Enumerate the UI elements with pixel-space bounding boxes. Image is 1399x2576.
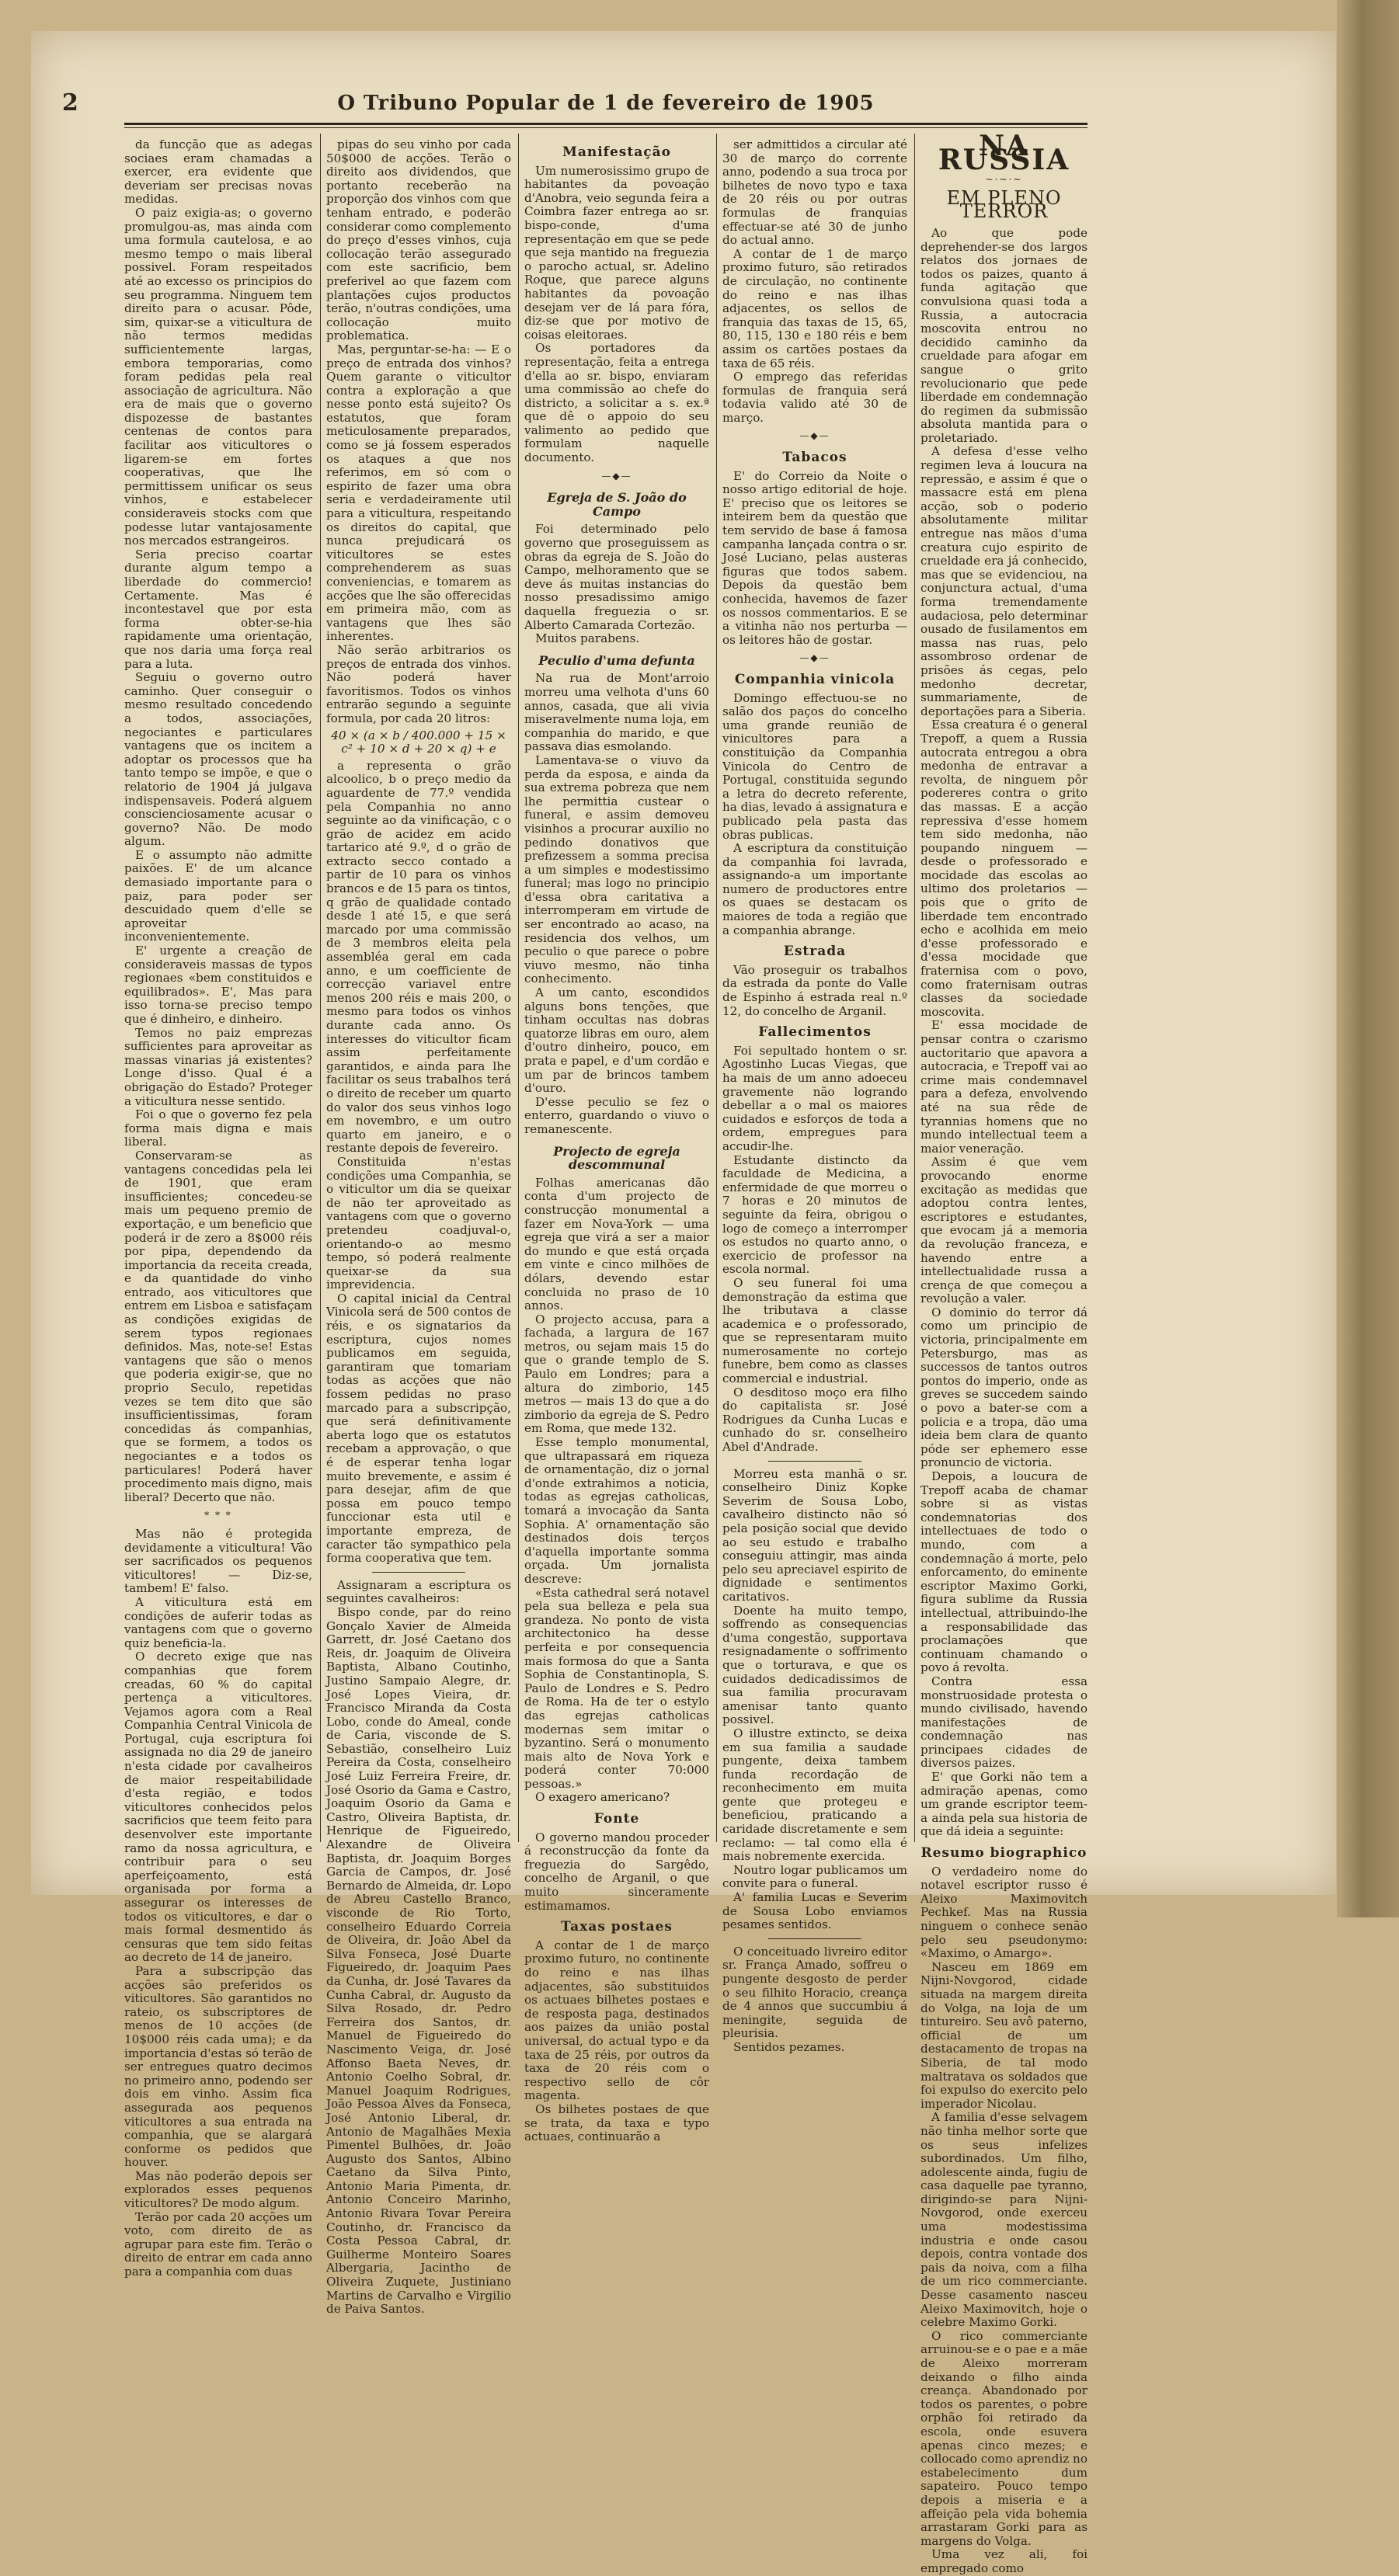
paragraph: Os bilhetes postaes de que se trata, da taxa e typo actuaes, continuarão a <box>524 2101 709 2144</box>
section-heading: Companhia vinicola <box>734 671 896 687</box>
paragraph: Mas não é protegida devidamente a viticultura! Vão ser sacrificados os pequenos viticultores! — Diz-se, tambem! E' falso. <box>124 1526 312 1596</box>
paragraph: Depois, a loucura de Trepoff acaba de chamar sobre si as vistas condemnatorias dos intellectuaes de todo o mundo, com a condemnação á morte, pelo enforcamento, do eminente escriptor Maximo Gorki, figura sublime da Russia intellectual, attribuindo-lhe a responsabilidade das proclamações que continuam chamando o povo á revolta. <box>920 1469 1088 1675</box>
paragraph: Noutro logar publicamos um convite para o funeral. <box>722 1862 907 1891</box>
paragraph: E' urgente a creação de consideraveis massas de typos regionaes «bem constituidos e equilibrados». E', Mas para isso torna-se preciso tempo que é dinheiro, e dinheiro. <box>124 944 312 1026</box>
paragraph: A defesa d'esse velho regimen leva á loucura na repressão, e assim é que o massacre está em plena acção, sob o poderio absolutamente militar entregue nas mãos d'uma creatura cujo espirito de crueldade era já conhecido, mas que se evidenciou, na conjunctura actual, d'uma forma tremendamente audaciosa, pelo determinar ousado de fusilamentos em massa nas ruas, pelo assombroso ordenar de prisões ás cegas, pelo medonho decretar, summariamente, de deportações para a Siberia. <box>920 444 1088 718</box>
paragraph: A escriptura da constituição da companhia foi lavrada, assignando-a um importante numero de productores entre os quaes se destacam os maiores de toda a região que a companhia abrange. <box>722 841 907 937</box>
separator <box>372 1572 465 1573</box>
paragraph: Folhas americanas dão conta d'um projecto de construcção monumental a fazer em Nova-York — uma egreja que virá a ser a maior do mundo e que está orçada em vinte e cinco milhões de dólars, devendo estar concluida no praso de 10 annos. <box>524 1175 709 1313</box>
paragraph: Seria preciso coartar durante algum tempo a liberdade do commercio! Certamente. Mas é incontestavel que por esta forma obter-se-hia rapidamente uma orientação, que nos daria uma força real para a luta. <box>124 547 312 671</box>
paragraph: Ao que pode deprehender-se dos largos relatos dos jornaes de todos os paizes, quanto á funda agitação que convulsiona quasi toda a Russia, a autocracia moscovita entrou no decidido caminho da crueldade para afogar em sangue o grito revolucionario que pede liberdade em condemnação do regimen da submissão absoluta mantida para o proletariado. <box>920 225 1088 445</box>
separator <box>768 1461 861 1462</box>
next-page-edge <box>1337 0 1399 1917</box>
paragraph: O seu funeral foi uma demonstração da estima que lhe tributava a classe academica e o professorado, que se representaram muito numerosamente no cortejo funebre, bem como as classes commercial e industrial. <box>722 1275 907 1386</box>
paragraph: Mas não poderão depois ser explorados esses pequenos viticultores? De modo algum. <box>124 2168 312 2211</box>
column-divider <box>716 134 717 1842</box>
paragraph: Morreu esta manhã o sr. conselheiro Diniz Kopke Severim de Sousa Lobo, cavalheiro distincto não só pela posição social que devido ao seu estudo e trabalho conseguiu attingir, mas ainda pelo seu apreciavel espirito de dignidade e sentimentos caritativos. <box>722 1466 907 1604</box>
paragraph: Vão proseguir os trabalhos da estrada da ponte do Valle de Espinho á estrada real n.º 12, do concelho de Arganil. <box>722 962 907 1018</box>
paragraph: Para a subscripção das acções são preferidos os viticultores. São garantidos no rateio, os subscriptores de menos de 10 acções (de 10$000 réis cada uma); e da importancia d'estas só terão de ser entregues quatro decimos no primeiro anno, podendo ser dois em vinho. Assim fica assegurada aos pequenos viticultores a sua entrada na companhia, que se alargará conforme os pedidos que houver. <box>124 1963 312 2170</box>
section-heading: Tabacos <box>782 450 847 466</box>
section-heading: Projecto de egreja descommunal <box>553 1143 680 1173</box>
paragraph: Assim é que vem provocando enorme excitação as medidas que adoptou contra lentes, escriptores e estudantes, que evocam já a memoria da revolução franceza, e havendo entre a intellectualidade russa a crença de que começou a revolução a valer. <box>920 1155 1088 1306</box>
paragraph: «Esta cathedral será notavel pela sua belleza e pela sua grandeza. No ponto de vista architectonico ha desse perfeita e por consequencia mais formosa do que a Santa Sophia de Constantinopla, S. Paulo de Londres e S. Pedro de Roma. Ha de ter o estylo das egrejas catholicas modernas sem imitar o byzantino. Será o monumento mais alto de Nova York e poderá conter 70:000 pessoas.» <box>524 1585 709 1791</box>
ornament-separator: —◆— <box>601 470 632 481</box>
paragraph: ser admittidos a circular até 30 de março do corrente anno, podendo a sua troca por bilhetes de novo typo e taxa de 20 réis ou por outras formulas de franquias effectuar-se até 30 de junho do actual anno. <box>722 137 907 248</box>
paragraph: Estudante distincto da faculdade de Medicina, a enfermidade de que morreu o 7 horas e 20 minutos de seguinte da feira, obrigou o logo de começo a interromper os estudos no quarto anno, o exercicio de professor na escola normal. <box>722 1152 907 1277</box>
section-heading: Fallecimentos <box>758 1024 872 1041</box>
paragraph: A contar de 1 de março proximo futuro, no continente do reino e nas ilhas adjacentes, são substituidos os actuaes bilhetes postaes e de resposta paga, destinados aos paizes da união postal universal, do actual typo e da taxa de 25 réis, por outros da taxa de 20 réis com o respectivo sello de côr magenta. <box>524 1938 709 2103</box>
separator <box>768 1938 861 1939</box>
paragraph: Os portadores da representação, feita a entrega d'ella ao sr. bispo, enviaram uma commissão ao chefe do districto, a solicitar a s. ex.ª que dê o appoio do seu valimento ao pedido que formulam naquelle documento. <box>524 341 709 465</box>
paragraph: O emprego das referidas formulas de franquia será todavia valido até 30 de março. <box>722 370 907 425</box>
section-heading: Resumo biographico <box>920 1845 1088 1862</box>
column-4 <box>722 137 907 2054</box>
paragraph: O projecto accusa, para a fachada, a largura de 167 metros, ou sejam mais 15 do que o grande templo de S. Paulo em Londres; para a altura do zimborio, 145 metros — mais 13 do que a do zimborio da egreja de S. Pedro em Roma, que mede 132. <box>524 1312 709 1436</box>
column-3 <box>524 138 709 2144</box>
paragraph: Domingo effectuou-se no salão dos paços do concelho uma grande reunião de vinicultores para a constituição da Companhia Vinicola do Centro de Portugal, constituida segundo a letra do decreto referente, ha dias, levado á assignatura e publicado pela pasta das obras publicas. <box>722 690 907 842</box>
paragraph: E' que Gorki não tem a admiração apenas, como um grande escriptor teem-a ainda pela sua historia de que dá ideia a seguinte: <box>920 1770 1088 1839</box>
paragraph: Foi determinado pelo governo que proseguissem as obras da egreja de S. João do Campo, melhoramento que se deve ás muitas instancias do nosso presadissimo amigo daquella freguezia o sr. Alberto Camarada Cortezão. <box>524 522 709 632</box>
paragraph: Mas, perguntar-se-ha: — E o preço de entrada dos vinhos? Quem garante o viticultor contra a exploração a que nesse ponto está sujeito? Os estatutos, que foram meticulosamente preparados, como se já fossem esperados os ataques a que nos referimos, em só com o espirito de fazer uma obra seria e verdadeiramente util para a viticultura, respeitando os direitos do capital, que nunca prejudicará os viticultores se estes comprehenderem as suas conveniencias, e tomarem as acções que lhe são offerecidas em primeira mão, com as vantagens que lhes são inherentes. <box>326 342 511 644</box>
paragraph: Constituida n'estas condições uma Companhia, se o viticultor um dia se queixar de não ter aproveitado as vantagens com que o governo pretendeu coadjuval-o, orientando-o ao mesmo tempo, só poderá realmente queixar-se da sua imprevidencia. <box>326 1154 511 1292</box>
paragraph: Não serão arbitrarios os preços de entrada dos vinhos. Não poderá haver favoritismos. Todos os vinhos entrarão segundo a seguinte formula, por cada 20 litros: <box>326 642 511 725</box>
paragraph: O governo mandou proceder á reconstrucção da fonte da freguezia do Sargêdo, concelho de Arganil, o que muito sinceramente estimamamos. <box>524 1830 709 1913</box>
column-1 <box>124 137 312 2279</box>
header-rule-thin <box>124 127 1088 128</box>
paragraph: Na rua de Mont'arroio morreu uma velhota d'uns 60 annos, casada, que ali vivia miseravelmente numa loja, em companhia do marido, e que passava dias esmolando. <box>524 671 709 754</box>
paragraph: E' do Correio da Noite o nosso artigo editorial de hoje. E' preciso que os leitores se inteirem bem da questão que tem servido de base á famosa campanha lançada contra o sr. José Luciano, pelas austeras figuras que todos sabem. Depois da questão bem conhecida, havemos de fazer os nossos commentarios. E se a vitinha não nos perturba — os leitores hão de gostar. <box>722 468 907 647</box>
paragraph: Bispo conde, par do reino Gonçalo Xavier de Almeida Garrett, dr. José Caetano dos Reis, dr. Joaquim de Oliveira Baptista, Albano Coutinho, Justino Sampaio Alegre, dr. José Lopes Vieira, dr. Francisco Miranda da Costa Lobo, conde do Ameal, conde de Caria, visconde de S. Sebastião, conselheiro Luiz Pereira da Costa, conselheiro José Luiz Ferreira Freire, dr. José Osorio da Gama e Castro, Joaquim Osorio da Gama e Castro, Oliveira Baptista, dr. Henrique de Figueiredo, Alexandre de Oliveira Baptista, dr. Joaquim Borges Garcia de Campos, dr. José Bernardo de Almeida, dr. Lopo de Abreu Castello Branco, visconde de Rio Torto, conselheiro Eduardo Correia de Oliveira, dr. João Abel da Silva Fonseca, José Duarte Figueiredo, dr. Joaquim Paes da Cunha, dr. José Tavares da Cunha Cabral, dr. Augusto da Silva Rosado, dr. Pedro Ferreira dos Santos, dr. Manuel de Figueiredo do Nascimento Veiga, dr. José Affonso Baeta Neves, dr. Antonio Coelho Sobral, dr. Manuel Joaquim Rodrigues, João Pessoa Alves da Fonseca, José Antonio Liberal, dr. Antonio de Magalhães Mexia Pimentel Bulhões, dr. João Augusto dos Santos, Albino Caetano da Silva Pinto, Antonio Maria Pimenta, dr. Antonio Conceiro Marinho, Antonio Rivara Tovar Pereira Coutinho, dr. Francisco da Costa Pessoa Cabral, dr. Guilherme Monteiro Soares Albergaria, Jacintho de Oliveira Zuquete, Justiniano Martins de Carvalho e Virgilio de Paiva Santos. <box>326 1604 511 2317</box>
paragraph: Assignaram a escriptura os seguintes cavalheiros: <box>326 1577 511 1606</box>
separator: * * * <box>204 1510 232 1521</box>
paragraph: Um numerosissimo grupo de habitantes da povoação d'Anobra, veio segunda feira a Coimbra fazer entrega ao sr. bispo-conde, d'uma representação em que se pede que seja mantido na freguezia o parocho actual, sr. Adelino Roque, que parece alguns habitantes da povoação desejam ver de lá para fóra, diz-se que por motivo de coisas eleitoraes. <box>524 163 709 342</box>
paragraph: Foi sepultado hontem o sr. Agostinho Lucas Viegas, que ha mais de um anno adoeceu gravemente não logrando debellar a o mal os maiores cuidados e esforços de toda a ordem, empregues para accudir-lhe. <box>722 1043 907 1153</box>
paragraph: pipas do seu vinho por cada 50$000 de acções. Terão o direito aos dividendos, que portanto receberão na proporção dos vinhos com que tenham entrado, e poderão considerar como complemento do preço d'esses vinhos, cuja collocação terão assegurado com este sacrificio, bem preferivel ao que fazem com plantações cujos productos terão, n'outras condições, uma collocação muito problematica. <box>326 137 511 343</box>
section-heading: Manifestação <box>562 144 671 160</box>
paragraph: O rico commerciante arruinou-se e o pae e a mãe de Aleixo morreram deixando o filho ainda creança. Abandonado por todos os parentes, o pobre orphão foi retirado da escola, onde esuvera apenas cinco mezes; e collocado como aprendiz no estabelecimento dum sapateiro. Pouco tempo depois a miseria e a affeição pela vida bohemia arrastaram Gorki para as margens do Volga. <box>920 2328 1088 2548</box>
paragraph: A viticultura está em condições de auferir todas as vantagens com que o governo quiz beneficia-la. <box>124 1594 312 1650</box>
paragraph: O capital inicial da Central Vinicola será de 500 contos de réis, e os signatarios da escriptura, cujos nomes publicamos em seguida, garantiram que tomariam todas as acções que não fossem pedidas no praso marcado para a subscripção, que será definitivamente aberta logo que os estatutos recebam a approvação, o que é de esperar tenha logar muito brevemente, e assim é para desejar, afim de que possa em pouco tempo funccionar esta util e importante empreza, de caracter tão sympathico pela forma cooperativa que tem. <box>326 1291 511 1566</box>
ornament-separator: —◆— <box>799 430 830 442</box>
paragraph: O paiz exigia-as; o governo promulgou-as, mas ainda com uma formula cautelosa, e ao mesmo tempo o mais liberal possivel. Foram respeitados até ao excesso os principios do seu programma. Ninguem tem direito para o acusar. Pôde, sim, quixar-se a viticultura de não termos medidas sufficientemente largas, embora temporarias, como foram pedidas pela real associação de agricultura. Não era de mais que o governo dispozesse de bastantes centenas de contos para facilitar aos viticultores o ligarem-se em fortes cooperativas, que lhe permittissem unificar os seus vinhos, e estabelecer consideraveis stocks com que podesse lutar vantajosamente nos mercados estrangeiros. <box>124 205 312 548</box>
paragraph: O decreto exige que nas companhias que forem creadas, 60 % do capital pertença a viticultores. Vejamos agora com a Real Companhia Central Vinicola de Portugal, cuja escriptura foi assignada no dia 29 de janeiro n'esta cidade por cavalheiros de maior respeitabilidade d'esta região, e todos viticultores conhecidos pelos sacrificios que teem feito para desenvolver este importante ramo da nossa agricultura, e contribuir para o seu aperfeiçoamento, está organisada por forma a assegurar os interesses de todos os viticultores, e dar o mais formal desmentido ás censuras que tem sido feitas ao decreto de 14 de janeiro. <box>124 1650 312 1965</box>
section-heading: Peculio d'uma defunta <box>538 652 695 668</box>
article-subtitle: EM PLENO TERROR <box>946 186 1062 223</box>
paragraph: Essa creatura é o general Trepoff, a quem a Russia autocrata entregou a obra medonha de entravar a revolta, de ninguem pôr podereres contra o grito das massas. E a acção repressiva d'esse homem tem sido medonha, não poupando ninguem — desde o professorado e mocidade das escolas ao ultimo dos proletarios — pois que o grito de liberdade tem encontrado echo e acolhida em meio d'esse professorado e d'essa mocidade que fraternisa com o povo, como fraternisam outras classes da sociedade moscovita. <box>920 718 1088 1019</box>
paragraph: O illustre extincto, se deixa em sua familia a saudade pungente, deixa tambem funda recordação de reconhecimento em muita gente que protegeu e beneficiou, praticando a caridade discretamente e sem reclamo: — tal como ella é mais nobremente exercida. <box>722 1726 907 1864</box>
paragraph: Nasceu em 1869 em Nijni-Novgorod, cidade situada na margem direita do Volga, na loja de um tintureiro. Seu avô paterno, official de um destacamento de tropas na Siberia, de tal modo maltratava os soldados que foi expulso do exercito pelo imperador Nicolau. <box>920 1959 1088 2111</box>
column-divider <box>320 134 321 1842</box>
paragraph: a representa o grão alcoolico, b o preço medio da aguardente de 77.º vendida pela Companhia no anno seguinte ao da vinificação, c o grão de acidez em acido tartarico até 9.º, d o grão de extracto secco contado a partir de 10 para os vinhos brancos e de 15 para os tintos, q grão de qualidade contado desde 1 até 15, e que será marcado por uma commissão de 3 membros eleita pela assembléa geral em cada anno, e um coefficiente de correcção variavel entre menos 200 réis e mais 200, o mesmo para todos os vinhos durante cada anno. Os interesses do viticultor ficam assim perfeitamente garantidos, e ainda para lhe facilitar os seus trabalhos terá o direito de receber um quarto do valor dos seus vinhos logo em novembro, e um outro quarto em janeiro, e o restante depois de fevereiro. <box>326 758 511 1156</box>
column-5 <box>920 130 1088 2575</box>
paragraph: Foi o que o governo fez pela forma mais digna e mais liberal. <box>124 1107 312 1149</box>
paragraph: Uma vez ali, foi empregado como <box>920 2547 1088 2575</box>
column-divider <box>518 134 519 1842</box>
ornament-separator: —◆— <box>799 652 830 664</box>
paragraph: Terão por cada 20 acções um voto, com direito de as agrupar para este fim. Terão o direito de entrar em cada anno para a companhia com duas <box>124 2209 312 2279</box>
page-number: 2 <box>62 89 78 116</box>
section-heading: Taxas postaes <box>561 1919 673 1935</box>
paragraph: Lamentava-se o viuvo da perda da esposa, e ainda da sua extrema pobreza que nem lhe permittia custear o funeral, e assim demoveu visinhos a procurar auxilio no pedindo donativos que prefizessem a somma precisa a um simples e modestissimo funeral; mas logo no principio d'essa obra caritativa a interromperam em virtude de ser encontrado ao acaso, na residencia dos velhos, um peculio o que parece o pobre viuvo mesmo, não tinha conhecimento. <box>524 753 709 986</box>
paragraph: A um canto, escondidos alguns bons tenções, que tinham occultas nas dobras quatorze libras em ouro, alem d'outro dinheiro, pouco, em prata e papel, e d'um cordão e um par de brincos tambem d'ouro. <box>524 986 709 1096</box>
paragraph: D'esse peculio se fez o enterro, guardando o viuvo o remanescente. <box>524 1094 709 1136</box>
article-title: NA RUSSIA <box>938 130 1070 176</box>
ornament-separator: ~·~·~ <box>985 174 1023 186</box>
paragraph: O conceituado livreiro editor sr. França Amado, soffreu o pungente desgosto de perder o seu filhito Horacio, creança de 4 annos que succumbiu á meningite, seguida de pleurisia. <box>722 1944 907 2041</box>
paragraph: A contar de 1 de março proximo futuro, são retirados de circulação, no continente do reino e nas ilhas adjacentes, os sellos de franquia das taxas de 15, 65, 80, 115, 130 e 180 réis e bem assim os cartões postaes da taxa de 65 réis. <box>722 246 907 370</box>
column-2 <box>326 137 511 2317</box>
paragraph: A familia d'esse selvagem não tinha melhor sorte que os seus infelizes subordinados. Um filho, adolescente ainda, fugiu de casa daquelle pae tyranno, dirigindo-se para Nijni-Novgorod, onde exerceu uma modestissima industria e onde casou depois, contra vontade dos pais da noiva, com a filha de um rico commerciante. Desse casamento nasceu Aleixo Maximovitch, hoje o celebre Maximo Gorki. <box>920 2110 1088 2330</box>
column-divider <box>914 134 915 1842</box>
paragraph: A' familia Lucas e Severim de Sousa Lobo enviamos pesames sentidos. <box>722 1890 907 1932</box>
header-rule <box>124 123 1088 125</box>
formula: 40 × (a × b / 400.000 + 15 × c² + 10 × d + 20 × q) + e <box>331 728 506 756</box>
paragraph: Conservaram-se as vantagens concedidas pela lei de 1901, que eram insufficientes; concedeu-se mais um pequeno premio de exportação, e um beneficio que poderá ir de zero a 8$000 réis por pipa, dependendo da importancia da receita creada, e da quantidade do vinho entrado, aos viticultores que entrem em Lisboa e satisfaçam as condições exigidas de serem typos regionaes definidos. Mas, note-se! Estas vantagens que são o menos que poderia exigir-se, que no proprio Seculo, repetidas vezes se tem dito que são insufficientissimas, foram concedidas ás companhias, que se formem, a todos os negociantes e a todos os particulares! Poderá haver procedimento mais digno, mais liberal? Decerto que não. <box>124 1148 312 1504</box>
section-heading: Fonte <box>593 1811 640 1827</box>
paragraph: O exagero americano? <box>535 1790 670 1805</box>
paragraph: Sentidos pezames. <box>733 2039 845 2054</box>
paragraph: E o assumpto não admitte paixões. E' de um alcance demasiado importante para o paiz, para poder ser descuidado quem d'elle se aproveitar inconvenientemente. <box>124 847 312 944</box>
paragraph: O verdadeiro nome do notavel escriptor russo é Aleixo Maximovitch Pechkef. Mas na Russia ninguem o conhece senão pelo seu pseudonymo: «Maximo, o Amargo». <box>920 1864 1088 1961</box>
paragraph: Muitos parabens. <box>535 631 640 646</box>
running-header <box>124 85 1088 124</box>
section-heading: Egreja de S. João do Campo <box>547 490 687 519</box>
paragraph: da funcção que as adegas sociaes eram chamadas a exercer, era evidente que deveriam ser precisas novas medidas. <box>124 137 312 207</box>
paragraph: Contra essa monstruosidade protesta o mundo civilisado, havendo manifestações de condemnação nas principaes cidades de diversos paizes. <box>920 1674 1088 1771</box>
paragraph: O dominio do terror dá como um principio de victoria, principalmente em Petersburgo, mas as successos de tantos outros pontos do imperio, onde as greves se succedem saindo o povo a bater-se com a policia e a tropa, dão uma ideia bem clara de quanto póde ser ephemero esse pronuncio de victoria. <box>920 1305 1088 1470</box>
header-title: O Tribuno Popular de 1 de fevereiro de 1905 <box>337 92 875 115</box>
paragraph: Esse templo monumental, que ultrapassará em riqueza de ornamentação, diz o jornal d'onde extrahimos a noticia, todas as egrejas catholicas, tomará a invocação da Santa Sophia. A' ornamentação são destinados dois terços d'aquella importante somma orçada. Um jornalista descreve: <box>524 1435 709 1586</box>
paragraph: O desditoso moço era filho do capitalista sr. José Rodrigues da Cunha Lucas e cunhado do sr. conselheiro Abel d'Andrade. <box>722 1385 907 1455</box>
paragraph: E' essa mocidade de pensar contra o czarismo auctoritario que apavora a autocracia, e Trepoff vai ao crime mais condemnavel para a defeza, envolvendo até na sua rêde de tyrannias homens que no mundo intellectual teem a maior veneração. <box>920 1018 1088 1156</box>
section-heading: Estrada <box>783 944 847 960</box>
paragraph: Seguiu o governo outro caminho. Quer conseguir o mesmo resultado concedendo a todos, associações, negociantes e particulares vantagens que os incitem a adoptar os processos que ha tanto tempo se impõe, e que o relatorio de 1904 já julgava indispensaveis. Poderá alguem conscienciosamente acusar o governo? Não. De modo algum. <box>124 670 312 849</box>
paragraph: Doente ha muito tempo, soffrendo as consequencias d'uma congestão, supportava resignadamente o soffrimento que o torturava, e que os cuidados dedicadissimos de sua familia procuravam amenisar tanto quanto possivel. <box>722 1603 907 1727</box>
paragraph: Temos no paiz emprezas sufficientes para aproveitar as massas vinarias já existentes? Longe d'isso. Qual é a obrigação do Estado? Proteger a viticultura nesse sentido. <box>124 1025 312 1108</box>
